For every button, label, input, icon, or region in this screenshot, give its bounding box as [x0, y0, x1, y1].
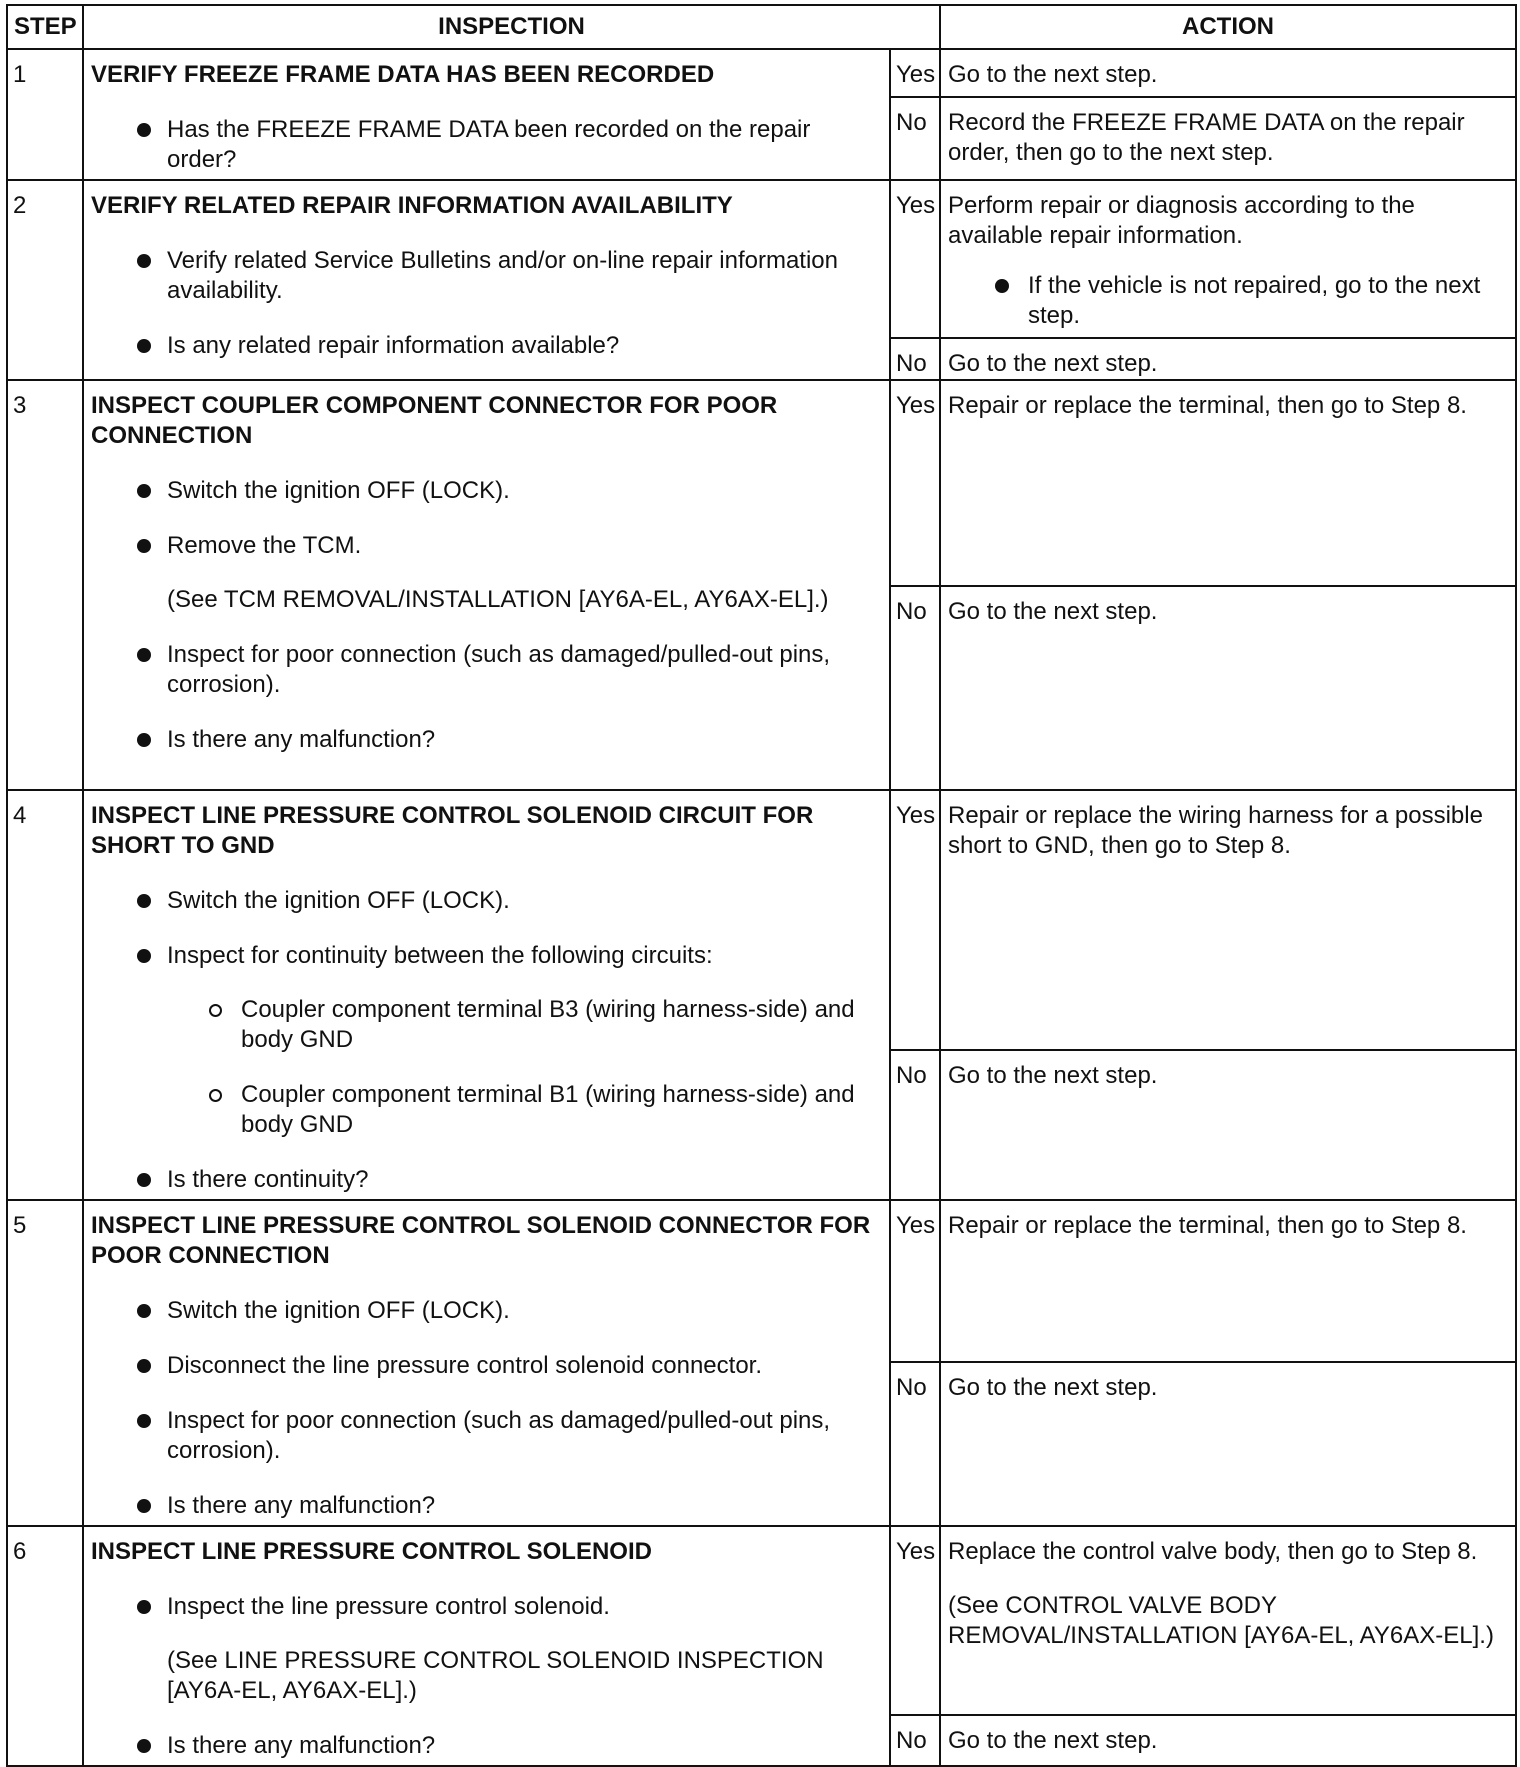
action-bullet-item: If the vehicle is not repaired, go to the next step. [948, 271, 1505, 331]
no-label: No [890, 1050, 940, 1200]
yes-label: Yes [890, 49, 940, 97]
yes-label: Yes [890, 1526, 940, 1715]
step-inspection [83, 49, 890, 180]
no-action: Go to the next step. [940, 586, 1516, 790]
yes-action: Go to the next step. [940, 49, 1516, 97]
step-title: VERIFY RELATED REPAIR INFORMATION AVAILABILITY [91, 192, 733, 219]
step-inspection [83, 790, 890, 1200]
no-label: No [890, 338, 940, 380]
sub-bullet-list [167, 995, 877, 1140]
yes-label: Yes [890, 380, 940, 586]
bullet-list [91, 115, 877, 175]
yes-action [940, 1526, 1516, 1715]
bullet-item: Inspect for poor connection (such as damaged/pulled-out pins, corrosion). [91, 1406, 877, 1466]
yes-action [940, 180, 1516, 338]
step-number: 4 [7, 790, 83, 1200]
step-title: VERIFY FREEZE FRAME DATA HAS BEEN RECORDED [91, 61, 715, 88]
step-column-header: STEP [7, 5, 83, 49]
bullet-item: Verify related Service Bulletins and/or on-line repair information availability. [91, 246, 877, 306]
bullet-text: Inspect for continuity between the following circuits: [167, 942, 713, 969]
step-number: 6 [7, 1526, 83, 1766]
step-number: 3 [7, 380, 83, 790]
bullet-item: Is there any malfunction? [91, 1491, 877, 1521]
table-header-row [7, 5, 1516, 49]
bullet-text: Remove the TCM. [167, 532, 362, 559]
yes-label: Yes [890, 180, 940, 338]
action-bullet-list [948, 271, 1505, 331]
sub-bullet-item: Coupler component terminal B1 (wiring harness-side) and body GND [167, 1080, 877, 1140]
bullet-item [91, 1592, 877, 1706]
step-title: INSPECT LINE PRESSURE CONTROL SOLENOID CIRCUIT FOR SHORT TO GND [91, 802, 814, 859]
no-action: Go to the next step. [940, 1362, 1516, 1526]
step-inspection [83, 180, 890, 380]
no-action: Record the FREEZE FRAME DATA on the repair order, then go to the next step. [940, 97, 1516, 180]
yes-label: Yes [890, 790, 940, 1050]
sub-bullet-item: Coupler component terminal B3 (wiring harness-side) and body GND [167, 995, 877, 1055]
bullet-item: Is there any malfunction? [91, 725, 877, 755]
bullet-item: Switch the ignition OFF (LOCK). [91, 476, 877, 506]
action-column-header: ACTION [940, 5, 1516, 49]
no-label: No [890, 1362, 940, 1526]
yes-action: Repair or replace the terminal, then go to Step 8. [940, 380, 1516, 586]
reference-note: (See TCM REMOVAL/INSTALLATION [AY6A-EL, AY6AX-EL].) [167, 586, 829, 613]
step-1-yes-row [7, 49, 1516, 97]
step-inspection [83, 1526, 890, 1766]
step-number: 2 [7, 180, 83, 380]
inspection-column-header: INSPECTION [83, 5, 940, 49]
bullet-item [91, 941, 877, 1140]
bullet-item: Is there any malfunction? [91, 1731, 877, 1761]
no-action: Go to the next step. [940, 338, 1516, 380]
step-6-yes-row [7, 1526, 1516, 1715]
yes-action: Repair or replace the terminal, then go to Step 8. [940, 1200, 1516, 1362]
yes-action-text: Replace the control valve body, then go to Step 8. [948, 1538, 1478, 1565]
yes-action-text: Perform repair or diagnosis according to the available repair information. [948, 192, 1415, 249]
step-title: INSPECT LINE PRESSURE CONTROL SOLENOID [91, 1538, 652, 1565]
step-inspection [83, 380, 890, 790]
step-inspection [83, 1200, 890, 1526]
bullet-text: Inspect the line pressure control solenoid. [167, 1593, 610, 1620]
step-2-yes-row [7, 180, 1516, 338]
step-title: INSPECT COUPLER COMPONENT CONNECTOR FOR POOR CONNECTION [91, 392, 778, 449]
step-number: 1 [7, 49, 83, 180]
bullet-list [91, 246, 877, 361]
bullet-item: Inspect for poor connection (such as damaged/pulled-out pins, corrosion). [91, 640, 877, 700]
bullet-list [91, 886, 877, 1195]
bullet-item [91, 531, 877, 615]
yes-action: Repair or replace the wiring harness for a possible short to GND, then go to Step 8. [940, 790, 1516, 1050]
reference-note: (See CONTROL VALVE BODY REMOVAL/INSTALLATION [AY6A-EL, AY6AX-EL].) [948, 1592, 1494, 1649]
bullet-item: Switch the ignition OFF (LOCK). [91, 886, 877, 916]
no-label: No [890, 1715, 940, 1766]
bullet-list [91, 476, 877, 755]
step-3-yes-row [7, 380, 1516, 586]
yes-label: Yes [890, 1200, 940, 1362]
diagnostic-procedure-table [6, 4, 1517, 1767]
bullet-item: Is any related repair information available? [91, 331, 877, 361]
bullet-list [91, 1296, 877, 1521]
step-4-yes-row [7, 790, 1516, 1050]
bullet-item: Has the FREEZE FRAME DATA been recorded on the repair order? [91, 115, 877, 175]
reference-note: (See LINE PRESSURE CONTROL SOLENOID INSPECTION [AY6A-EL, AY6AX-EL].) [167, 1647, 824, 1704]
bullet-item: Is there continuity? [91, 1165, 877, 1195]
no-action: Go to the next step. [940, 1715, 1516, 1766]
step-5-yes-row [7, 1200, 1516, 1362]
no-label: No [890, 97, 940, 180]
bullet-list [91, 1592, 877, 1761]
bullet-item: Disconnect the line pressure control solenoid connector. [91, 1351, 877, 1381]
no-label: No [890, 586, 940, 790]
bullet-item: Switch the ignition OFF (LOCK). [91, 1296, 877, 1326]
no-action: Go to the next step. [940, 1050, 1516, 1200]
step-title: INSPECT LINE PRESSURE CONTROL SOLENOID CONNECTOR FOR POOR CONNECTION [91, 1212, 871, 1269]
step-number: 5 [7, 1200, 83, 1526]
